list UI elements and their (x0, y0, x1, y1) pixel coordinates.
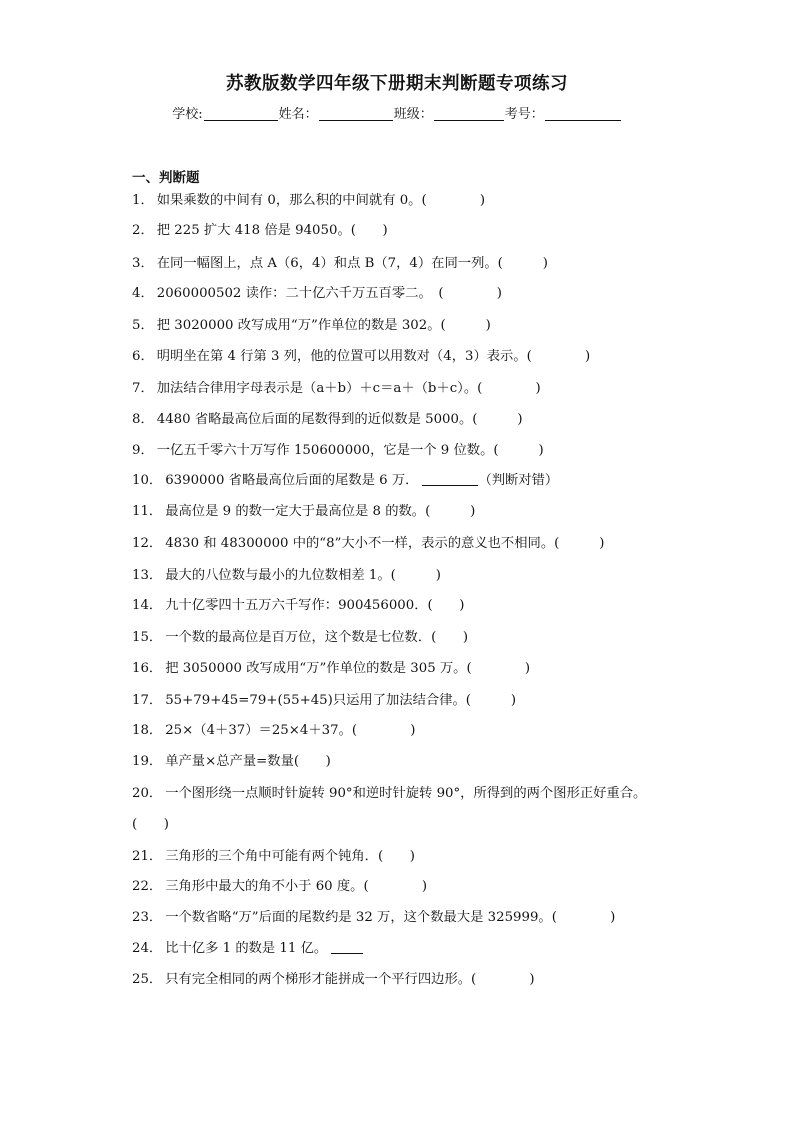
question-item (132, 692, 516, 710)
question-number: 12． (132, 536, 163, 551)
question-number: 16． (132, 661, 163, 676)
question-item (132, 380, 541, 398)
question-item (132, 629, 468, 647)
question-text: 单产量×总产量=数量( ) (165, 754, 331, 769)
question-text: 把 3020000 改写成用“万”作单位的数是 302。( ) (156, 318, 491, 333)
question-text: 6390000 省略最高位后面的尾数是 6 万． (165, 473, 419, 488)
question-text: 在同一幅图上，点 A（6，4）和点 B（7，4）在同一列。( ) (156, 256, 548, 271)
exam-no-blank[interactable] (545, 106, 621, 121)
question-number: 17． (132, 693, 163, 708)
answer-blank[interactable] (422, 472, 478, 486)
question-text: 三角形的三个角中可能有两个钝角．( ) (165, 849, 415, 864)
question-text: 九十亿零四十五万六千写作：900456000．( ) (165, 598, 465, 613)
question-item (132, 222, 388, 240)
question-text: ( ) (132, 817, 169, 832)
school-blank[interactable] (204, 106, 278, 121)
question-text: 25×（4＋37）＝25×4＋37。( ) (165, 723, 416, 738)
question-item (132, 503, 475, 521)
question-item (132, 411, 523, 429)
question-number: 21． (132, 849, 163, 864)
question-text: 明明坐在第 4 行第 3 列，他的位置可以用数对（4，3）表示。( ) (156, 349, 591, 364)
question-number: 7． (132, 381, 154, 396)
question-item (132, 255, 548, 273)
question-number: 4． (132, 286, 154, 301)
question-number: 13． (132, 568, 163, 583)
question-text: 把 225 扩大 418 倍是 94050。( ) (156, 223, 388, 238)
question-number: 20． (132, 786, 163, 801)
question-text: 把 3050000 改写成用“万”作单位的数是 305 万。( ) (165, 661, 531, 676)
question-item (132, 878, 427, 896)
question-text: 一亿五千零六十万写作 150600000，它是一个 9 位数。( ) (156, 443, 544, 458)
question-number: 23． (132, 910, 163, 925)
question-text: 最大的八位数与最小的九位数相差 1。( ) (165, 568, 441, 583)
question-number: 3． (132, 256, 154, 271)
section-title: 一、判断题 (132, 170, 200, 186)
question-number: 24． (132, 941, 163, 956)
question-number: 22． (132, 879, 163, 894)
question-text: 最高位是 9 的数一定大于最高位是 8 的数。( ) (165, 504, 476, 519)
question-text: 三角形中最大的角不小于 60 度。( ) (165, 879, 428, 894)
question-number: 25． (132, 972, 163, 987)
question-number: 15． (132, 630, 163, 645)
question-item (132, 348, 590, 366)
question-item (132, 567, 441, 585)
question-item (132, 848, 415, 866)
question-item (132, 660, 530, 678)
question-number: 18． (132, 723, 163, 738)
question-number: 6． (132, 349, 154, 364)
question-text: 2060000502 读作：二十亿六千万五百零二。 ( ) (156, 286, 502, 301)
question-text: 一个数省略“万”后面的尾数约是 32 万，这个数最大是 325999。( ) (165, 910, 616, 925)
question-item (132, 285, 502, 303)
question-item (132, 597, 464, 615)
question-number: 8． (132, 412, 154, 427)
question-number: 5． (132, 318, 154, 333)
question-item (132, 785, 646, 803)
name-blank[interactable] (319, 106, 393, 121)
student-info-line (0, 103, 794, 122)
exam-no-label: 考号： (504, 107, 544, 122)
question-number: 9． (132, 443, 154, 458)
question-text: 4480 省略最高位后面的尾数得到的近似数是 5000。( ) (156, 412, 523, 427)
question-item (132, 722, 415, 740)
question-number: 1． (132, 193, 154, 208)
question-item (132, 753, 331, 771)
page-title: 苏教版数学四年级下册期末判断题专项练习 (226, 74, 568, 94)
question-number: 14． (132, 598, 163, 613)
question-item (132, 535, 604, 553)
question-text: 加法结合律用字母表示是（a＋b）＋c＝a＋（b＋c）。( ) (156, 381, 541, 396)
question-item (132, 442, 544, 460)
answer-blank[interactable] (331, 940, 363, 954)
question-item (132, 940, 363, 958)
class-label: 班级： (393, 107, 433, 122)
question-text: 比十亿多 1 的数是 11 亿。 (165, 941, 328, 956)
question-text: 4830 和 48300000 中的“8”大小不一样，表示的意义也不相同。( ) (165, 536, 605, 551)
question-number: 10． (132, 473, 163, 488)
question-text: 只有完全相同的两个梯形才能拼成一个平行四边形。( ) (165, 972, 535, 987)
question-text: 55+79+45=79+(55+45)只运用了加法结合律。( ) (165, 693, 517, 708)
question-item (132, 472, 558, 490)
school-label: 学校: (172, 107, 203, 122)
question-number: 11． (132, 504, 163, 519)
question-item (132, 317, 491, 335)
question-item (132, 816, 169, 834)
question-item (132, 971, 535, 989)
name-label: 姓名： (278, 107, 318, 122)
question-text: 一个图形绕一点顺时针旋转 90°和逆时针旋转 90°，所得到的两个图形正好重合。 (165, 786, 647, 801)
question-item (132, 909, 615, 927)
class-blank[interactable] (434, 106, 504, 121)
question-text: 一个数的最高位是百万位，这个数是七位数．( ) (165, 630, 469, 645)
question-item (132, 192, 485, 210)
question-number: 19． (132, 754, 163, 769)
question-number: 2． (132, 223, 154, 238)
question-text: 如果乘数的中间有 0，那么积的中间就有 0。( ) (156, 193, 486, 208)
question-suffix: （判断对错） (478, 473, 559, 488)
